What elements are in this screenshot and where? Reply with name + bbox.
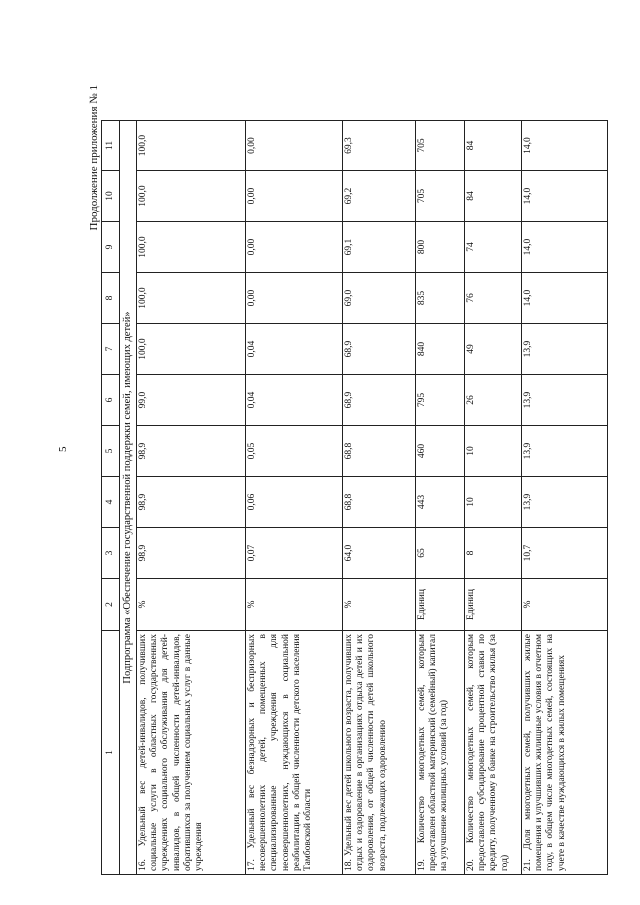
indicator-unit: Единиц: [416, 579, 465, 631]
indicator-value: 0,00: [246, 171, 343, 222]
indicator-unit: %: [246, 579, 343, 631]
indicator-value: 13,9: [522, 426, 608, 477]
col-header: 4: [102, 477, 120, 528]
indicator-value: 84: [465, 171, 522, 222]
indicator-value: 14,0: [522, 273, 608, 324]
indicator-value: 8: [465, 528, 522, 579]
indicator-unit: %: [343, 579, 416, 631]
indicator-value: 14,0: [522, 171, 608, 222]
indicator-value: 26: [465, 375, 522, 426]
indicator-description: 21. Доля многодетных семей, получивших жилые помещения и улучшивших жилищные условия в отчетном году, в общем числе многодетных семей, состоящих на учете в качестве нуждающихся в жилых помещениях: [522, 631, 608, 875]
table-row: [137, 121, 246, 875]
table-row: [416, 121, 465, 875]
indicator-value: 68,9: [343, 375, 416, 426]
indicator-value: 705: [416, 121, 465, 171]
indicator-unit: %: [137, 579, 246, 631]
table-row: [522, 121, 608, 875]
indicators-table: [101, 120, 608, 875]
table-body: [137, 121, 608, 875]
indicator-value: 13,9: [522, 324, 608, 375]
indicator-value: 443: [416, 477, 465, 528]
indicator-value: 76: [465, 273, 522, 324]
col-header: 3: [102, 528, 120, 579]
indicator-value: 74: [465, 222, 522, 273]
subprogram-title: Подпрограмма «Обеспечение государственной поддержки семей, имеющих детей»: [120, 121, 137, 875]
indicator-value: 69,2: [343, 171, 416, 222]
indicator-value: 0,04: [246, 324, 343, 375]
indicator-description: 19. Количество многодетных семей, которым предоставлен областной материнский (семейный) капитал на улучшение жилищных условий (за год): [416, 631, 465, 875]
indicator-value: 14,0: [522, 222, 608, 273]
page-number: 5: [57, 446, 69, 452]
indicator-value: 100,0: [137, 273, 246, 324]
table-row: [343, 121, 416, 875]
indicator-value: 100,0: [137, 324, 246, 375]
indicator-value: 10: [465, 426, 522, 477]
col-header: 11: [102, 121, 120, 171]
col-header: 5: [102, 426, 120, 477]
indicator-value: 69,0: [343, 273, 416, 324]
indicator-value: 0,04: [246, 375, 343, 426]
indicator-value: 69,3: [343, 121, 416, 171]
subprogram-row: [120, 121, 137, 875]
col-header: 10: [102, 171, 120, 222]
indicator-value: 64,0: [343, 528, 416, 579]
indicator-value: 100,0: [137, 121, 246, 171]
indicator-value: 13,9: [522, 375, 608, 426]
indicator-value: 0,00: [246, 222, 343, 273]
indicator-value: 65: [416, 528, 465, 579]
indicator-description: 20. Количество многодетных семей, которым предоставлено субсидирование процентной ставки по кредиту, полученному в банке на строительство жилья (за год): [465, 631, 522, 875]
indicator-value: 69,1: [343, 222, 416, 273]
indicator-value: 14,0: [522, 121, 608, 171]
indicator-value: 10,7: [522, 528, 608, 579]
indicator-value: 0,00: [246, 121, 343, 171]
indicator-value: 98,9: [137, 528, 246, 579]
indicator-value: 0,06: [246, 477, 343, 528]
indicator-value: 0,05: [246, 426, 343, 477]
indicator-value: 49: [465, 324, 522, 375]
indicator-value: 460: [416, 426, 465, 477]
indicator-unit: %: [522, 579, 608, 631]
continuation-label: Продолжение приложения № 1: [88, 85, 100, 231]
indicator-value: 705: [416, 171, 465, 222]
table-row: [246, 121, 343, 875]
indicator-value: 100,0: [137, 222, 246, 273]
indicator-value: 10: [465, 477, 522, 528]
col-header: 6: [102, 375, 120, 426]
col-header: 2: [102, 579, 120, 631]
indicator-value: 840: [416, 324, 465, 375]
indicator-value: 13,9: [522, 477, 608, 528]
indicator-value: 0,00: [246, 273, 343, 324]
indicator-value: 68,8: [343, 426, 416, 477]
indicator-value: 68,8: [343, 477, 416, 528]
indicator-value: 68,9: [343, 324, 416, 375]
indicator-value: 0,07: [246, 528, 343, 579]
indicator-value: 84: [465, 121, 522, 171]
indicator-value: 795: [416, 375, 465, 426]
table-row: [465, 121, 522, 875]
indicator-value: 99,0: [137, 375, 246, 426]
indicator-value: 800: [416, 222, 465, 273]
indicator-description: 18. Удельный вес детей школьного возраста, получивших отдых и оздоровление в организациях отдыха детей и их оздоровления, от общей численности детей школьного возраста, подлежащих оздоровлению: [343, 631, 416, 875]
indicator-unit: Единиц: [465, 579, 522, 631]
rotated-page: [88, 85, 640, 875]
indicator-description: 17. Удельный вес безнадзорных и беспризорных несовершеннолетних детей, помещенных в специализированные учреждения для несовершеннолетних, нуждающихся в социальной реабилитации, в общей численности детского населения Тамбовской области: [246, 631, 343, 875]
indicator-value: 98,9: [137, 477, 246, 528]
indicator-description: 16. Удельный вес детей-инвалидов, получивших социальные услуги в областных государственных учреждениях социального обслуживания для детей-инвалидов, в общей численности детей-инвалидов, обратившихся за получением социальных услуг в данные учреждения: [137, 631, 246, 875]
indicator-value: 98,9: [137, 426, 246, 477]
col-header: 7: [102, 324, 120, 375]
col-header: 1: [102, 631, 120, 875]
indicator-value: 835: [416, 273, 465, 324]
header-row: [102, 121, 120, 875]
col-header: 9: [102, 222, 120, 273]
indicator-value: 100,0: [137, 171, 246, 222]
col-header: 8: [102, 273, 120, 324]
